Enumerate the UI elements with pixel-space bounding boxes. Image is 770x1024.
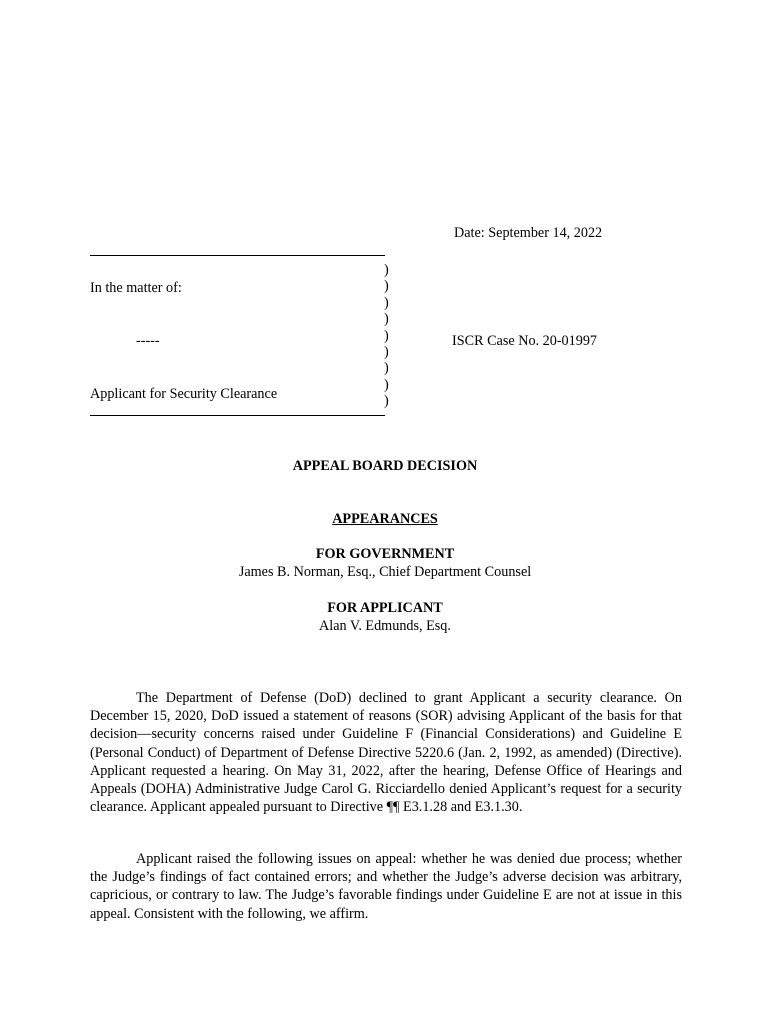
decision-title: APPEAL BOARD DECISION bbox=[292, 458, 478, 474]
for-applicant-heading: FOR APPLICANT bbox=[327, 600, 443, 616]
caption-paren: ) bbox=[384, 294, 389, 311]
caption-paren: ) bbox=[384, 360, 389, 377]
caption-paren: ) bbox=[384, 311, 389, 328]
matter-label: In the matter of: bbox=[90, 280, 182, 296]
caption-paren: ) bbox=[384, 376, 389, 393]
caption-paren: ) bbox=[384, 344, 389, 361]
government-counsel: James B. Norman, Esq., Chief Department Counsel bbox=[238, 564, 532, 580]
for-government-heading: FOR GOVERNMENT bbox=[315, 546, 455, 562]
case-number: ISCR Case No. 20-01997 bbox=[452, 333, 598, 349]
body-paragraph-1: The Department of Defense (DoD) declined to grant Applicant a security clearance. On December 15, 2020, DoD issued a statement of reasons (SOR) advising Applicant of the basis for that decision—security concerns raised under Guideline F (Financial Considerations) and Guideline E (Personal Conduct) of Department of Defense Directive 5220.6 (Jan. 2, 1992, as amended) (Directive). Applicant requested a hearing. On May 31, 2022, after the hearing, Defense Office of Hearings and Appeals (DOHA) Administrative Judge Carol G. Ricciardello denied Applicant’s request for a security clearance. Applicant appealed pursuant to Directive ¶¶ E3.1.28 and E3.1.30. bbox=[90, 690, 682, 816]
caption-top-rule bbox=[90, 255, 385, 256]
appearances-heading: APPEARANCES bbox=[332, 511, 438, 527]
caption-bottom-rule bbox=[90, 415, 385, 416]
caption-paren: ) bbox=[384, 278, 389, 295]
caption-paren: ) bbox=[384, 393, 389, 410]
applicant-counsel: Alan V. Edmunds, Esq. bbox=[319, 618, 451, 634]
applicant-role: Applicant for Security Clearance bbox=[90, 386, 278, 402]
applicant-name-redacted: ----- bbox=[136, 333, 160, 349]
caption-paren: ) bbox=[384, 327, 389, 344]
decision-date: Date: September 14, 2022 bbox=[454, 225, 603, 241]
caption-parentheses bbox=[384, 262, 389, 410]
body-paragraph-2: Applicant raised the following issues on appeal: whether he was denied due process; whether the Judge’s findings of fact contained errors; and whether the Judge’s adverse decision was arbitrary, capricious, or contrary to law. The Judge’s favorable findings under Guideline E are not at issue in this appeal. Consistent with the following, we affirm. bbox=[90, 851, 682, 922]
caption-paren: ) bbox=[384, 262, 389, 278]
